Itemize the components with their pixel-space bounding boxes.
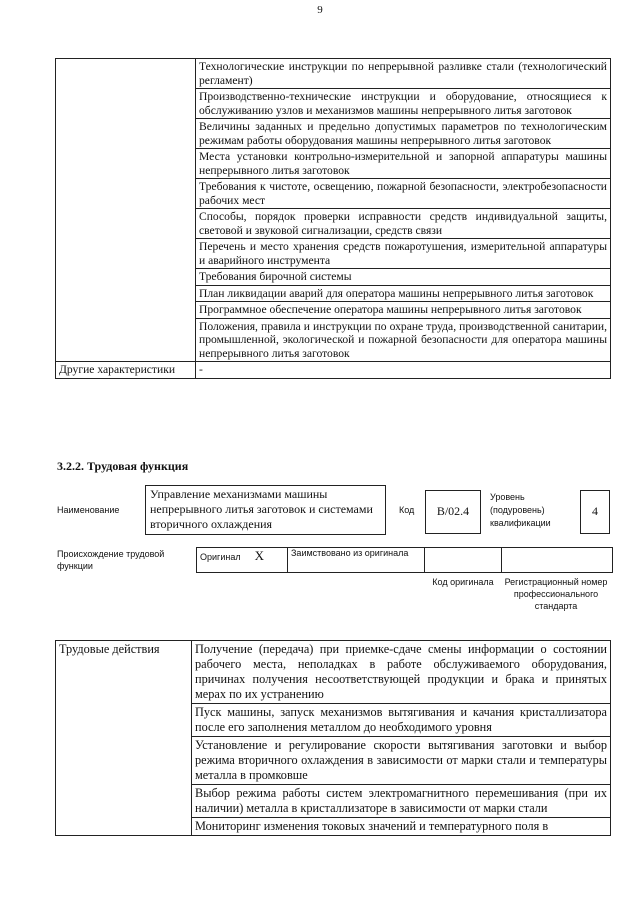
other-characteristics-value: -: [196, 362, 611, 379]
labor-actions-table: [55, 640, 611, 836]
borrowed-label: Заимствовано из оригинала: [288, 548, 425, 573]
labor-actions-label: Трудовые действия: [56, 641, 192, 836]
original-code-caption: Код оригинала: [432, 577, 494, 587]
requirement-item: Программное обеспечение оператора машины непрерывного литья заготовок: [196, 302, 611, 319]
qualification-level-value: 4: [580, 490, 610, 534]
function-code-value: B/02.4: [425, 490, 481, 534]
original-mark: X: [254, 548, 264, 563]
page-number: 9: [317, 4, 323, 16]
requirement-item: Перечень и место хранения средств пожаротушения, измерительной аппаратуры и аварийного инструмента: [196, 239, 611, 269]
function-code-label: Код: [399, 505, 415, 515]
original-label: Оригинал: [200, 552, 241, 562]
knowledge-requirements-table: [55, 58, 611, 379]
other-characteristics-label: Другие характеристики: [56, 362, 196, 379]
requirement-item: Требования бирочной системы: [196, 269, 611, 286]
original-code-cell: [425, 548, 502, 573]
requirement-item: Положения, правила и инструкции по охране труда, производственной санитарии, промышленной, экологической и пожарной безопасности для оператора машины непрерывного литья заготовок: [196, 318, 611, 362]
labor-action-item: Получение (передача) при приемке-сдаче смены информации о состоянии рабочего места, неполадках в работе обслуживаемого оборудования, причинах получения несоответствующей продукции и брака и принятых мерах по их устранению: [192, 641, 611, 704]
table-row: [56, 641, 611, 704]
table-row: [56, 59, 611, 89]
requirement-item: Требования к чистоте, освещению, пожарной безопасности, электробезопасности рабочих мест: [196, 179, 611, 209]
requirement-item: Технологические инструкции по непрерывной разливке стали (технологический регламент): [196, 59, 611, 89]
function-origin-label: Происхождение трудовой функции: [57, 549, 165, 571]
function-name-label: Наименование: [57, 505, 120, 515]
requirement-item: Места установки контрольно-измерительной и запорной аппаратуры машины непрерывного литья заготовок: [196, 149, 611, 179]
table-row: [56, 362, 611, 379]
function-name-value: Управление механизмами машины непрерывного литья заготовок и системами вторичного охлаждения: [145, 485, 386, 535]
requirement-item: Производственно-технические инструкции и оборудование, относящиеся к обслуживанию узлов и механизмов машины непрерывного литья заготовок: [196, 89, 611, 119]
labor-action-item: Пуск машины, запуск механизмов вытягивания и качания кристаллизатора после его заполнения металлом до необходимого уровня: [192, 704, 611, 737]
requirement-item: Способы, порядок проверки исправности средств индивидуальной защиты, световой и звуковой сигнализации, средств связи: [196, 209, 611, 239]
labor-action-item: Мониторинг изменения токовых значений и температурного поля в: [192, 818, 611, 836]
requirement-item: План ликвидации аварий для оператора машины непрерывного литья заготовок: [196, 285, 611, 302]
origin-table: [196, 547, 613, 573]
registration-number-cell: [502, 548, 613, 573]
registration-number-caption: Регистрационный номер профессионального стандарта: [504, 577, 608, 611]
labor-action-item: Установление и регулирование скорости вытягивания заготовки и выбор режима вторичного охлаждения в зависимости от марки стали и температуры металла в промковше: [192, 737, 611, 785]
labor-action-item: Выбор режима работы систем электромагнитного перемешивания (при их наличии) металла в кристаллизаторе в зависимости от марки стали: [192, 785, 611, 818]
requirement-item: Величины заданных и предельно допустимых параметров по технологическим режимам работы оборудования машины непрерывного литья заготовок: [196, 119, 611, 149]
section-heading: 3.2.2. Трудовая функция: [57, 459, 189, 473]
original-cell: [197, 548, 288, 573]
qualification-level-label: Уровень (подуровень) квалификации: [490, 492, 551, 528]
label-cell-empty: [56, 59, 196, 362]
